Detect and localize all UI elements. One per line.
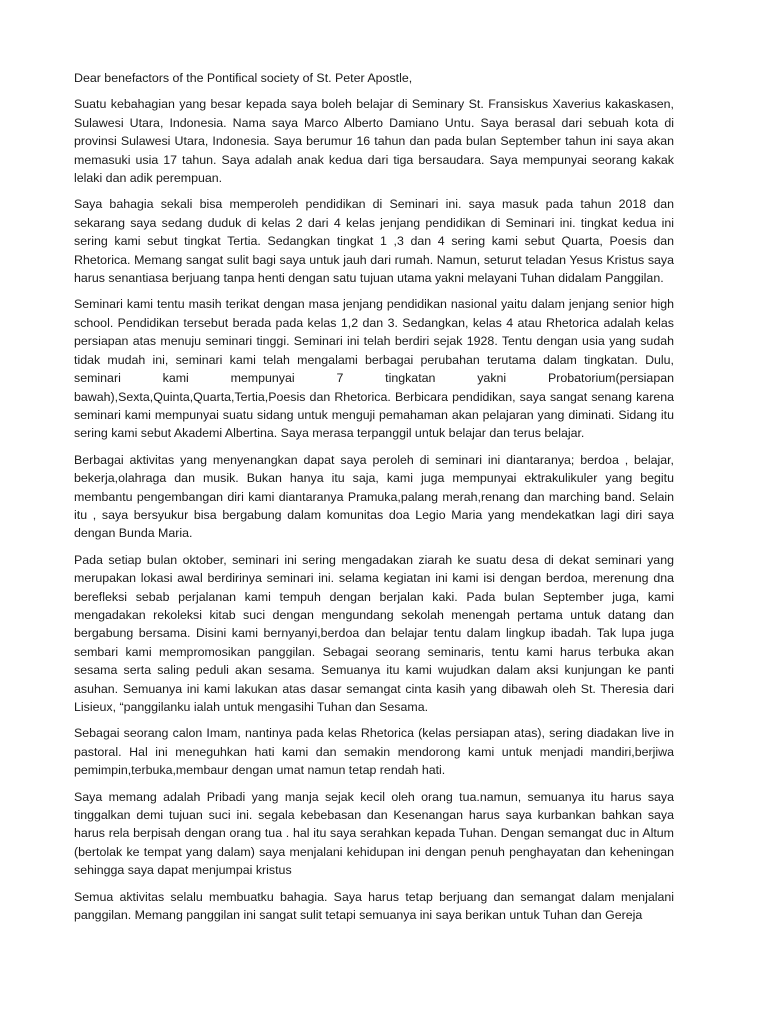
letter-salutation: Dear benefactors of the Pontifical society of St. Peter Apostle, <box>74 71 413 85</box>
paragraph-pilgrimage: Pada setiap bulan oktober, seminari ini sering mengadakan ziarah ke suatu desa di dekat seminari yang merupakan lokasi awal berdirinya seminari ini. selama kegiatan ini kami isi dengan berdoa, merenung dna berefleksi sebab perjalanan kami tempuh dengan berjalan kaki. Pada bulan September juga, kami mengadakan rekoleksi kitab suci dengan mengundang sekolah menengah pertama untuk datang dan bergabung bersama. Disini kami bernyanyi,berdoa dan belajar tentu dalam lingkup ibadah. Tak lupa juga sembari kami mempromosikan panggilan. Sebagai seorang seminaris, tentu kami harus terbuka akan sesama serta saling peduli akan sesama. Semuanya itu kami wujudkan dalam aksi kunjungan ke panti asuhan. Semuanya ini kami lakukan atas dasar semangat cinta kasih yang dibawah oleh St. Theresia dari Lisieux, “panggilanku ialah untuk mengasihi Tuhan dan Sesama. <box>74 552 674 714</box>
paragraph-seminary-history: Seminari kami tentu masih terikat dengan masa jenjang pendidikan nasional yaitu dalam jenjang senior high school. Pendidikan tersebut berada pada kelas 1,2 dan 3. Sedangkan, kelas 4 atau Rhetorica adalah kelas persiapan atas menuju seminari tinggi. Seminari ini telah berdiri sejak 1928. Tentu dengan usia yang sudah tidak mudah ini, seminari kami telah mengalami berbagai perubahan terutama dalam tingkatan. Dulu, seminari kami mempunyai 7 tingkatan yakni Probatorium(persiapan bawah),Sexta,Quinta,Quarta,Tertia,Poesis dan Rhetorica. Berbicara pendidikan, saya sangat senang karena seminari kami mempunyai suatu sidang untuk menguji pemahaman akan pelajaran yang diminati. Sidang itu sering kami sebut Akademi Albertina. Saya merasa terpanggil untuk belajar dan terus belajar. <box>74 297 674 441</box>
paragraph-pastoral: Sebagai seorang calon Imam, nantinya pada kelas Rhetorica (kelas persiapan atas), sering diadakan live in pastoral. Hal ini meneguhkan hati kami dan semakin mendorong kami untuk menjadi mandiri,berjiwa pemimpin,terbuka,membaur dengan umat namun tetap rendah hati. <box>74 726 674 778</box>
paragraph-closing: Semua aktivitas selalu membuatku bahagia. Saya harus tetap berjuang dan semangat dalam menjalani panggilan. Memang panggilan ini sangat sulit tetapi semuanya ini saya berikan untuk Tuhan dan Gereja <box>74 889 674 923</box>
paragraph-activities: Berbagai aktivitas yang menyenangkan dapat saya peroleh di seminari ini diantaranya; berdoa , belajar, bekerja,olahraga dan musik. Bukan hanya itu saja, kami juga mempunyai ektrakulikuler yang begitu membantu pengembangan diri kami diantaranya Pramuka,palang merah,renang dan marching band. Selain itu , saya bersyukur bisa bergabung dalam komunitas doa Legio Maria yang mendekatkan lagi diri saya dengan Bunda Maria. <box>74 452 674 541</box>
letter-body <box>74 69 674 932</box>
paragraph-seminary-education: Saya bahagia sekali bisa memperoleh pendidikan di Seminari ini. saya masuk pada tahun 2018 dan sekarang saya sedang duduk di kelas 2 dari 4 kelas jenjang pendidikan di Seminari ini. tingkat kedua ini sering kami sebut tingkat Tertia. Sedangkan tingkat 1 ,3 dan 4 sering kami sebut Quarta, Poesis dan Rhetorica. Memang sangat sulit bagi saya untuk jauh dari rumah. Namun, seturut teladan Yesus Kristus saya harus senantiasa berjuang tanpa henti dengan satu tujuan utama yakni melayani Tuhan didalam Panggilan. <box>74 197 674 286</box>
paragraph-sacrifice: Saya memang adalah Pribadi yang manja sejak kecil oleh orang tua.namun, semuanya itu harus saya tinggalkan demi tujuan suci ini. segala kebebasan dan Kesenangan harus saya kurbankan bahkan saya harus rela berpisah dengan orang tua . hal itu saya serahkan kepada Tuhan. Dengan semangat duc in Altum (bertolak ke tempat yang dalam) saya menjalani kehidupan ini dengan penuh penghayatan dan keheningan sehingga saya dapat menjumpai kristus <box>74 789 674 878</box>
paragraph-introduction: Suatu kebahagian yang besar kepada saya boleh belajar di Seminary St. Fransiskus Xaverius kakaskasen, Sulawesi Utara, Indonesia. Nama saya Marco Alberto Damiano Untu. Saya berasal dari sebuah kota di provinsi Sulawesi Utara, Indonesia. Saya berumur 16 tahun dan pada bulan September tahun ini saya akan memasuki usia 17 tahun. Saya adalah anak kedua dari tiga bersaudara. Saya mempunyai seorang kakak lelaki dan adik perempuan. <box>74 97 674 186</box>
